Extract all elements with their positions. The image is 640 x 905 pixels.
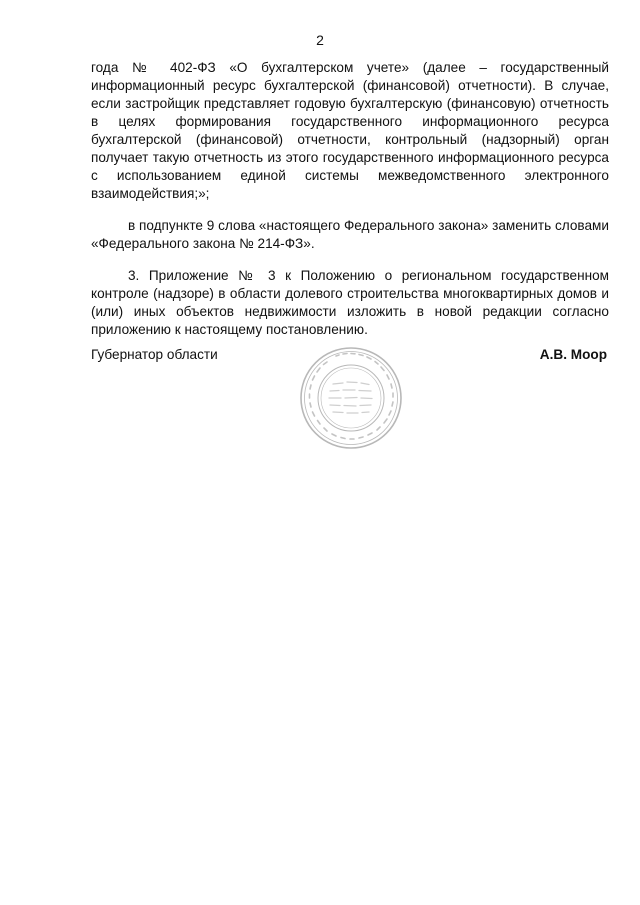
signatory-title: Губернатор области (91, 347, 218, 362)
paragraph-subclause-9: в подпункте 9 слова «настоящего Федерального закона» заменить словами «Федерального закона № 214-ФЗ». (91, 218, 609, 251)
paragraph-continuation: года № 402-ФЗ «О бухгалтерском учете» (далее – государственный информационный ресурс бухгалтерской (финансовой) отчетности). В случае, если застройщик представляет годовую бухгалтерскую (финансовую) отчетность в целях формирования государственного информационного ресурса бухгалтерской (финансовой) отчетности, контрольный (надзорный) орган получает такую отчетность из этого государственного информационного ресурса с использованием единой системы межведомственного электронного взаимодействия;»; (91, 60, 609, 201)
page-number: 2 (316, 32, 324, 48)
paragraph-item-3: 3. Приложение № 3 к Положению о региональном государственном контроле (надзоре) в области долевого строительства многоквартирных домов и (или) иных объектов недвижимости изложить в новой редакции согласно приложению к настоящему постановлению. (91, 268, 609, 337)
document-body (91, 59, 609, 339)
signatory-name: А.В. Моор (539, 347, 607, 362)
official-seal-icon (299, 346, 403, 450)
